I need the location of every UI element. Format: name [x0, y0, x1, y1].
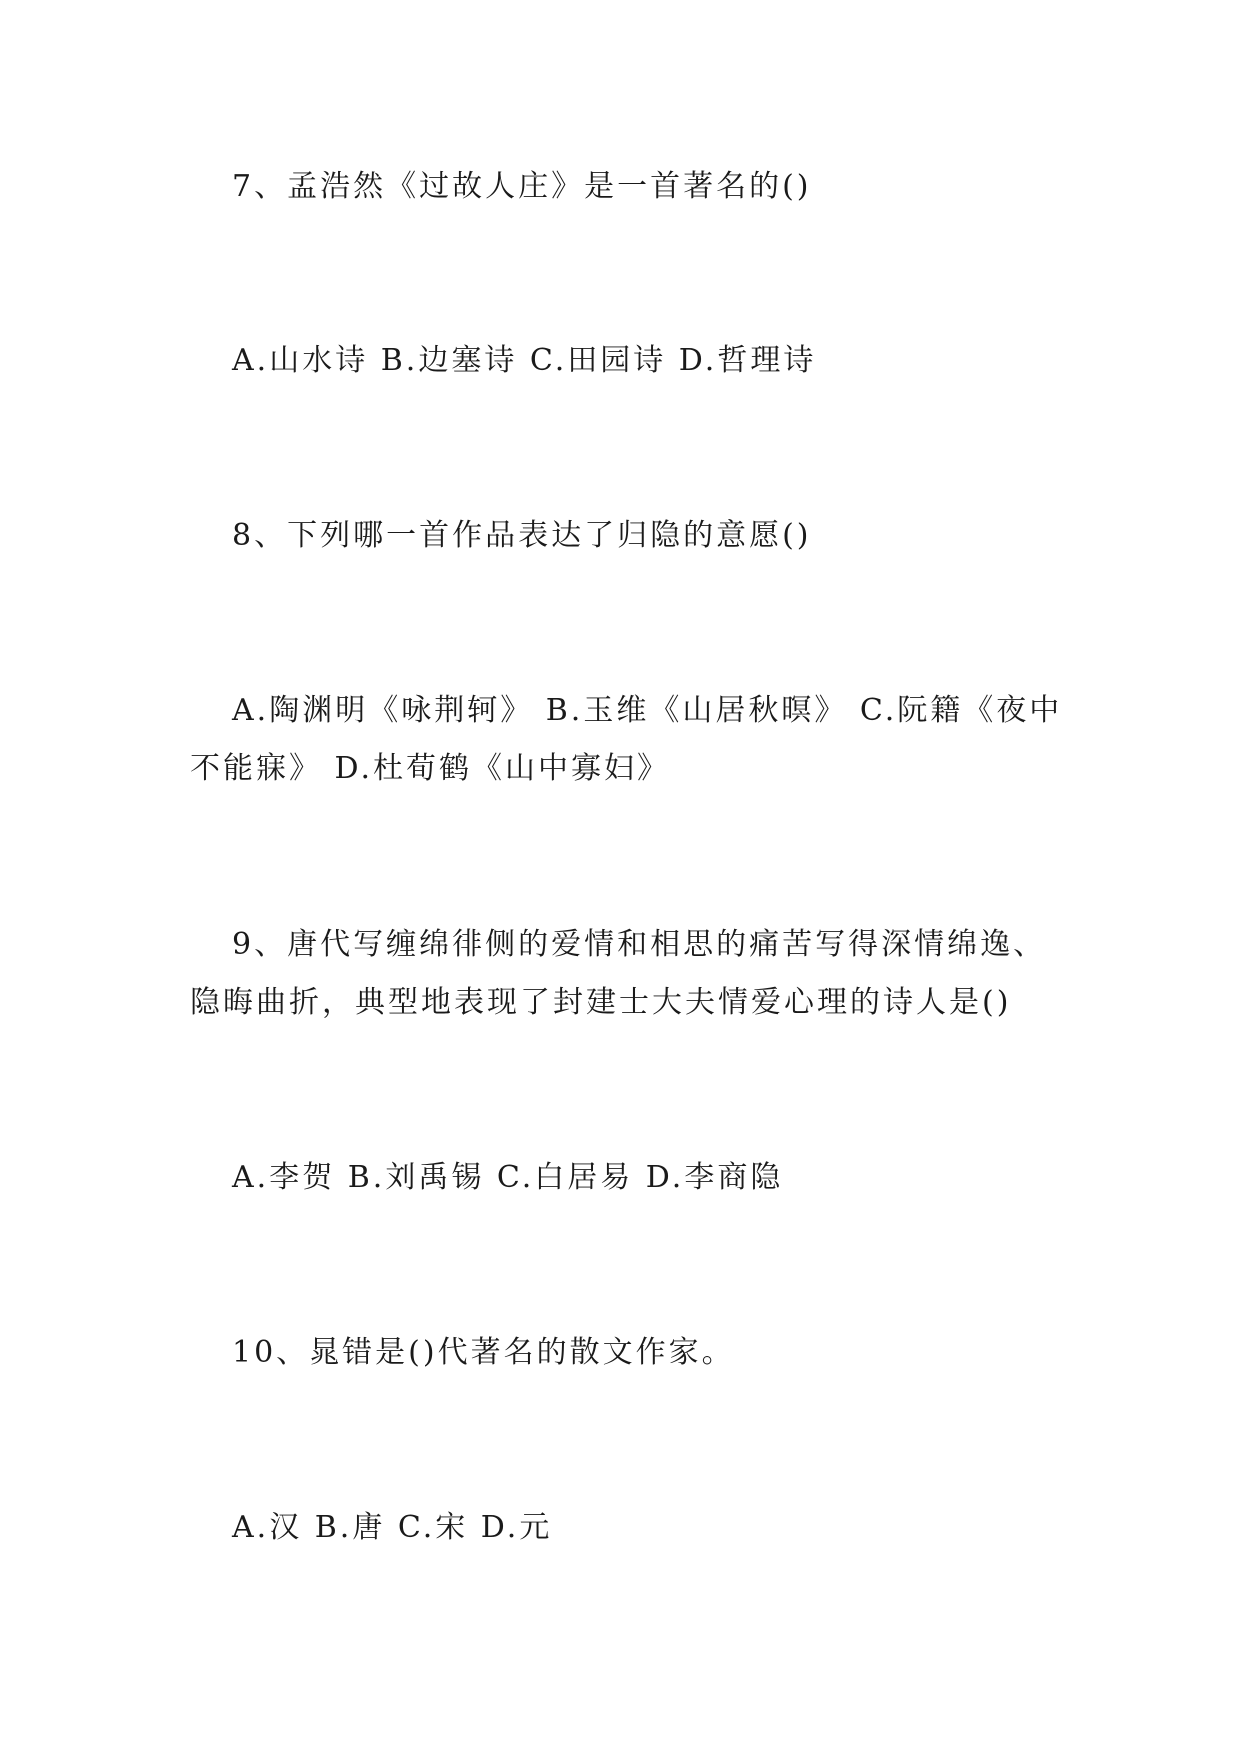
question-9: 9、唐代写缠绵徘侧的爱情和相思的痛苦写得深情绵逸、隐晦曲折，典型地表现了封建士大夫情爱心理的诗人是()	[190, 927, 1047, 1020]
question-9-options: A.李贺 B.刘禹锡 C.白居易 D.李商隐	[232, 1160, 784, 1195]
question-10: 10、晁错是()代著名的散文作家。	[232, 1335, 735, 1370]
question-8-options: A.陶渊明《咏荆轲》 B.玉维《山居秋暝》 C.阮籍《夜中不能寐》 D.杜荀鹤《山中寡妇》	[190, 693, 1063, 786]
question-7: 7、孟浩然《过故人庄》是一首著名的()	[232, 169, 812, 204]
question-10-options: A.汉 B.唐 C.宋 D.元	[232, 1510, 553, 1545]
question-7-options: A.山水诗 B.边塞诗 C.田园诗 D.哲理诗	[232, 343, 817, 378]
question-8: 8、下列哪一首作品表达了归隐的意愿()	[232, 518, 812, 553]
